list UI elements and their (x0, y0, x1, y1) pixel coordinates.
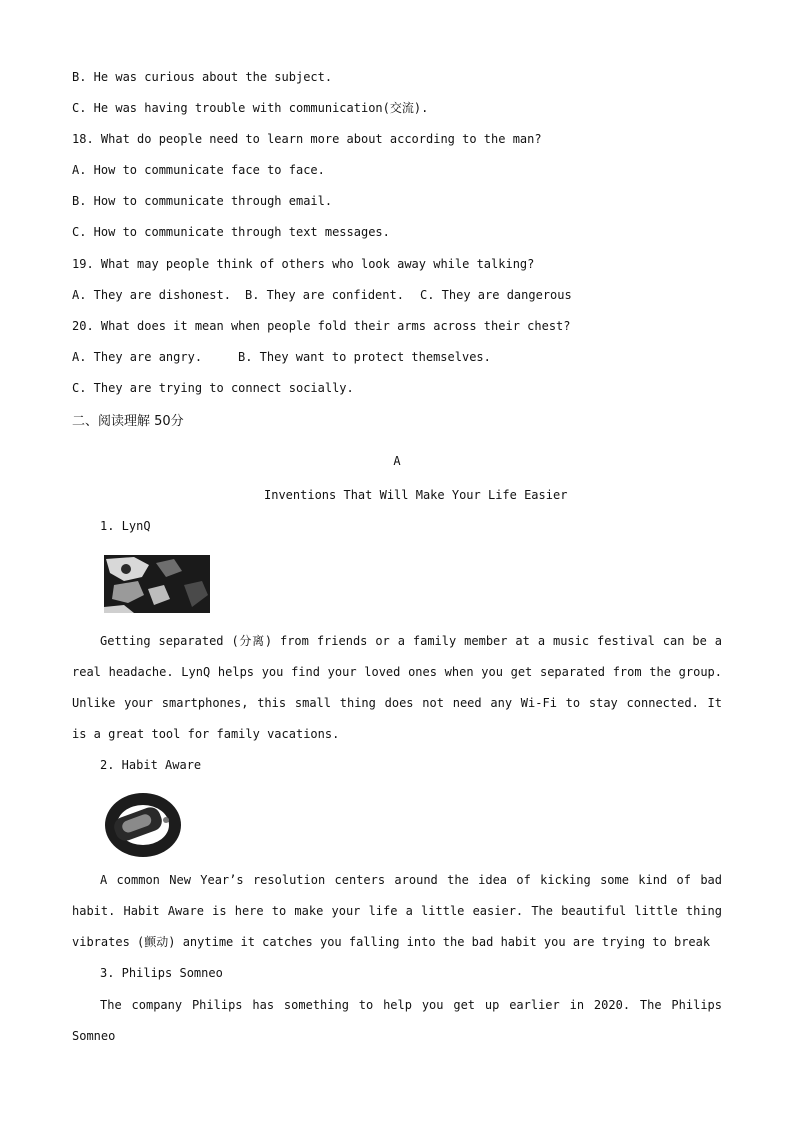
q18-option-a: A. How to communicate face to face. (72, 163, 325, 177)
q17-option-b: B. He was curious about the subject. (72, 70, 333, 84)
passage-title: Inventions That Will Make Your Life Easier (264, 488, 568, 502)
lynq-image (104, 555, 210, 613)
item-2-text: A common New Year’s resolution centers around the idea of kicking some kind of bad habit. Habit Aware is here to make your life a little easier. The beautiful little thing vibrates (颤动) anytime it catches you falling into the bad habit you are trying to break (72, 873, 722, 949)
q17-option-c: C. He was having trouble with communication(交流). (72, 101, 429, 115)
q19-option-c: C. They are dangerous (420, 288, 572, 302)
q19-stem: 19. What may people think of others who look away while talking? (72, 257, 535, 271)
q20-option-b: B. They want to protect themselves. (238, 350, 491, 364)
q18-option-c: C. How to communicate through text messages. (72, 225, 390, 239)
item-3-text: The company Philips has something to help you get up earlier in 2020. The Philips Somneo (72, 998, 722, 1043)
q19-option-b: B. They are confident. (245, 288, 404, 302)
q20-option-a: A. They are angry. (72, 350, 203, 364)
q19-option-a: A. They are dishonest. (72, 288, 231, 302)
item-1-text: Getting separated (分离) from friends or a family member at a music festival can be a real headache. LynQ helps you find your loved ones when you get separated from the group. Unlike your smartphones, this small thing does not need any Wi-Fi to stay connected. It is a great tool for family vacations. (72, 634, 722, 741)
q18-option-b: B. How to communicate through email. (72, 194, 333, 208)
item-1-heading: 1. LynQ (100, 519, 151, 533)
q20-stem: 20. What does it mean when people fold their arms across their chest? (72, 319, 571, 333)
habit-aware-band-image (102, 790, 184, 860)
q20-option-c: C. They are trying to connect socially. (72, 381, 354, 395)
passage-label: A (393, 454, 401, 468)
q18-stem: 18. What do people need to learn more about according to the man? (72, 132, 542, 146)
section-heading: 二、阅读理解 50分 (72, 414, 184, 429)
item-3-heading: 3. Philips Somneo (100, 966, 223, 980)
item-2-heading: 2. Habit Aware (100, 758, 202, 772)
